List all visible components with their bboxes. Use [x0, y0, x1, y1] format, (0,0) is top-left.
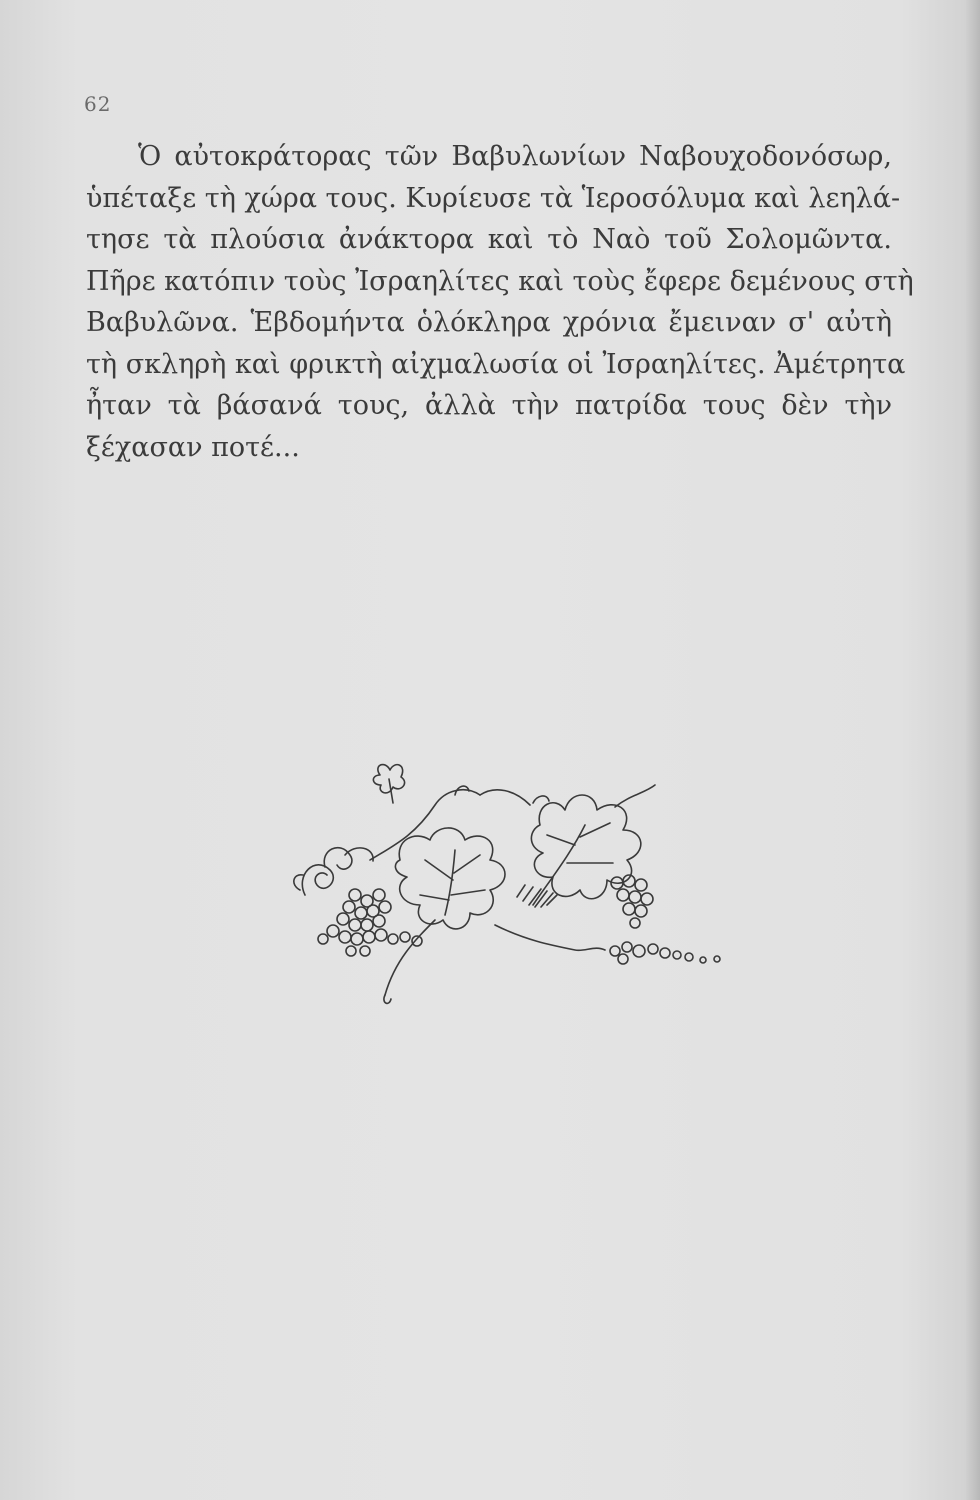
paragraph-line-5: Βαβυλῶνα. Ἑβδομήντα ὁλόκληρα χρόνια ἔμειναν σ' αὐτὴ [86, 307, 892, 338]
paragraph-line-2: ὑπέταξε τὴ χώρα τους. Κυρίευσε τὰ Ἱεροσόλυμα καὶ λεηλά- [86, 182, 901, 214]
paragraph-line-6: τὴ σκληρὴ καὶ φρικτὴ αἰχμαλωσία οἱ Ἰσραηλίτες. Ἀμέτρητα [86, 348, 906, 380]
paragraph-line-4: Πῆρε κατόπιν τοὺς Ἰσραηλίτες καὶ τοὺς ἔφερε δεμένους στὴ [86, 265, 914, 297]
paragraph-line-7: ἦταν τὰ βάσανά τους, ἀλλὰ τὴν πατρίδα τους δὲν τὴν [86, 390, 892, 421]
page-edge-shadow [966, 0, 980, 1500]
paragraph-line-3: τησε τὰ πλούσια ἀνάκτορα καὶ τὸ Ναὸ τοῦ Σολομῶντα. [86, 224, 892, 255]
body-paragraph [86, 136, 914, 468]
page-number: 62 [84, 92, 112, 116]
paragraph-line-8: ξέχασαν ποτέ... [86, 431, 300, 463]
paragraph-line-1: Ὁ αὐτοκράτορας τῶν Βαβυλωνίων Ναβουχοδονόσωρ, [138, 141, 892, 172]
grapevine-ornament-icon [285, 755, 745, 1015]
